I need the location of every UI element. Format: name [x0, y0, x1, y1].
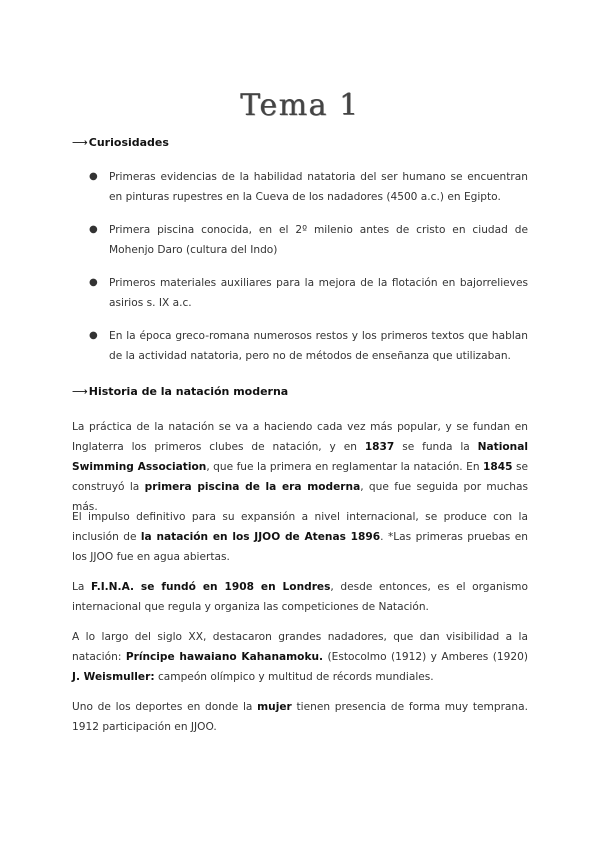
paragraph-nadadores: A lo largo del siglo XX, destacaron grandes nadadores, que dan visibilidad a la natación: Príncipe hawaiano Kahanamoku. (Estocolmo (1912) y Amberes (1920) J. Weismuller: campeón olímpico y multitud de récords mundiales. [72, 631, 528, 683]
section-heading-text: Curiosidades [88, 136, 169, 149]
curiosidades-list [72, 167, 528, 379]
bullet-icon: ● [89, 171, 98, 182]
paragraph-jjoo: El impulso definitivo para su expansión a nivel internacional, se produce con la inclusión de la natación en los JJOO de Atenas 1896. *Las primeras pruebas en los JJOO fue en agua abiertas. [72, 511, 528, 563]
paragraph-mujer: Uno de los deportes en donde la mujer tienen presencia de forma muy temprana. 1912 participación en JJOO. [72, 701, 528, 733]
bullet-icon: ● [89, 277, 98, 288]
paragraph-clubes: La práctica de la natación se va a haciendo cada vez más popular, y se fundan en Inglaterra los primeros clubes de natación, y en 1837 se funda la National Swimming Association, que fue la primera en reglamentar la natación. En 1845 se construyó la primera piscina de la era moderna, que fue seguida por muchas más. [72, 421, 528, 513]
list-item: ● Primeros materiales auxiliares para la mejora de la flotación en bajorrelieves asirios s. IX a.c. [72, 273, 528, 313]
arrow-icon: ⟶ [72, 136, 88, 149]
paragraph-fina: La F.I.N.A. se fundó en 1908 en Londres, desde entonces, es el organismo internacional que regula y organiza las competiciones de Natación. [72, 581, 528, 613]
section-heading-historia [72, 385, 288, 398]
section-heading-text: Historia de la natación moderna [88, 385, 289, 398]
arrow-icon: ⟶ [72, 385, 88, 398]
bullet-icon: ● [89, 224, 98, 235]
list-item: ● Primera piscina conocida, en el 2º milenio antes de cristo en ciudad de Mohenjo Daro (cultura del Indo) [72, 220, 528, 260]
bullet-icon: ● [89, 330, 98, 341]
page-title: Tema 1 [240, 88, 360, 124]
list-item: ● En la época greco-romana numerosos restos y los primeros textos que hablan de la actividad natatoria, pero no de métodos de enseñanza que utilizaban. [72, 326, 528, 366]
list-item: ● Primeras evidencias de la habilidad natatoria del ser humano se encuentran en pinturas rupestres en la Cueva de los nadadores (4500 a.c.) en Egipto. [72, 167, 528, 207]
section-heading-curiosidades [72, 136, 169, 149]
